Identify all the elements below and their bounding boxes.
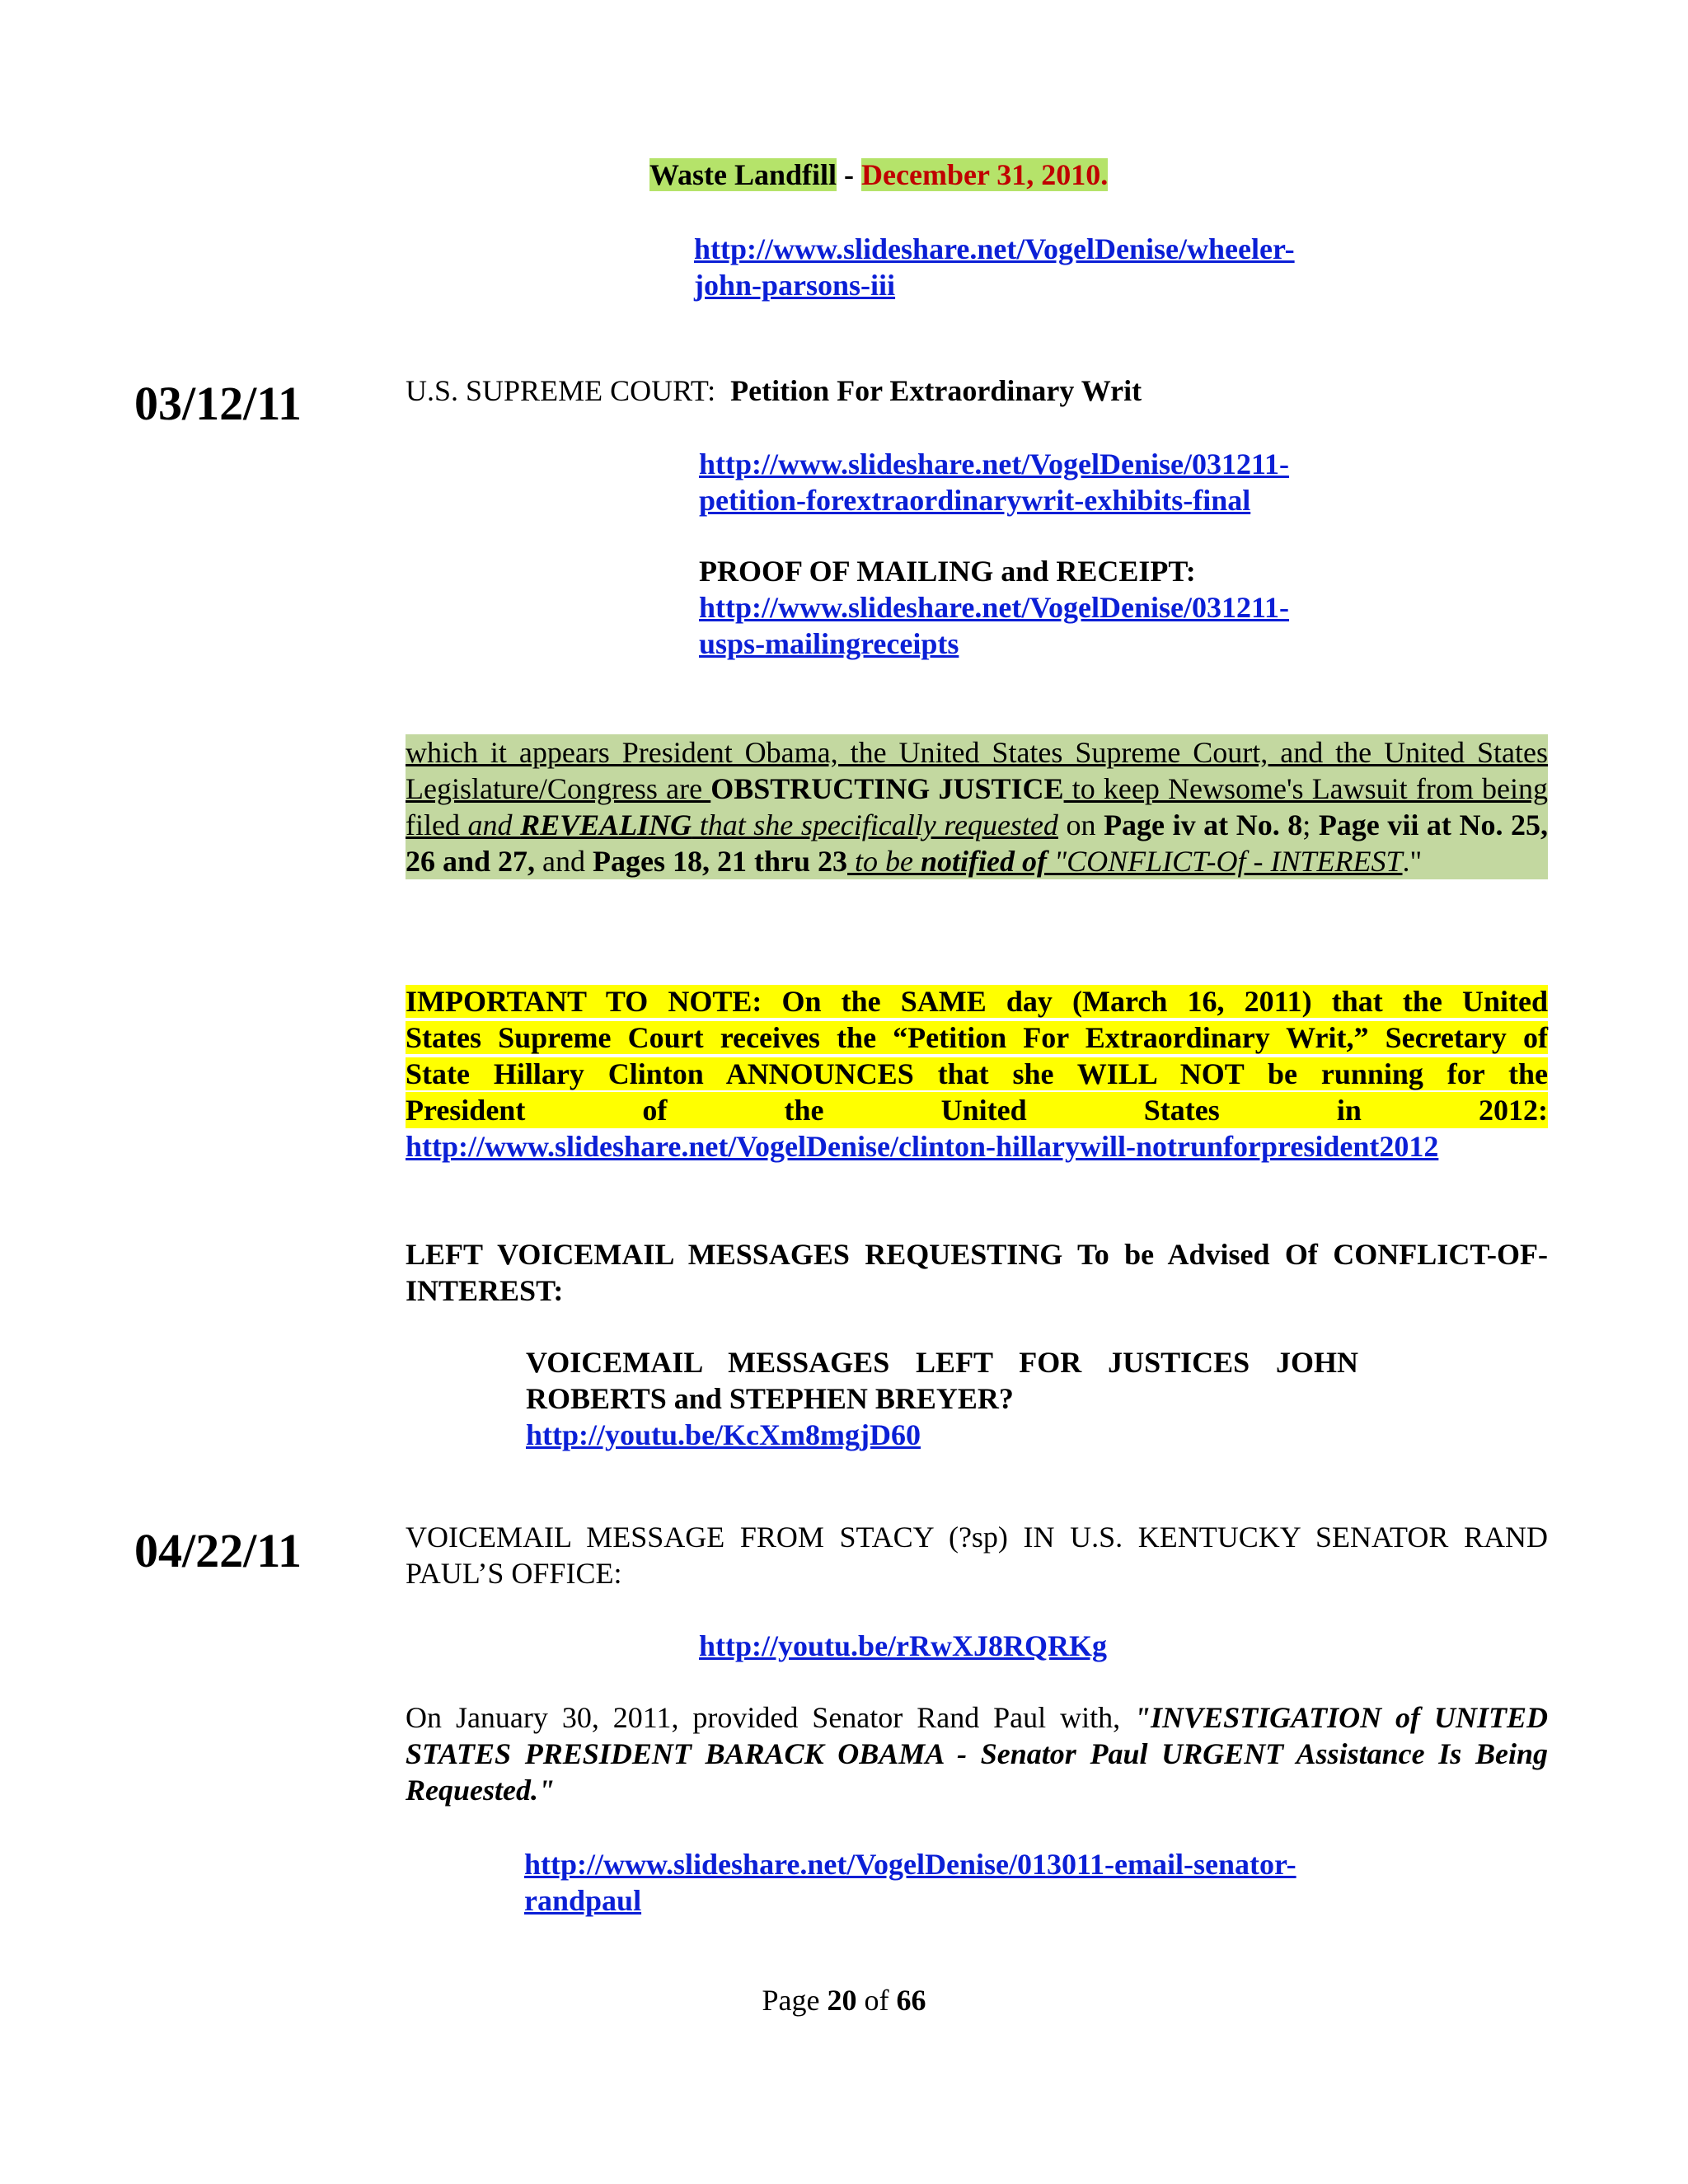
petition-link-line2[interactable]: petition-forextraordinarywrit-exhibits-final [699,484,1251,517]
page-footer [0,1982,1688,2018]
wheeler-link-line1[interactable]: http://www.slideshare.net/VogelDenise/wheeler- [694,232,1295,265]
quote-part: REVEALING [520,808,692,841]
wheeler-link-block [694,231,1295,303]
important-line [406,1019,1548,1056]
email-link-line2[interactable]: randpaul [524,1884,642,1917]
voicemail-sub-block [526,1344,1358,1453]
important-line [406,983,1548,1019]
quote-part: to be [847,845,921,878]
voicemail-sub-line1: VOICEMAIL MESSAGES LEFT FOR JUSTICES JOHN [526,1346,1358,1379]
quote-part: and [467,808,521,841]
supreme-court-line [406,373,1142,409]
voicemail-sub-line2: ROBERTS and STEPHEN BREYER? [526,1382,1014,1415]
quote-part: "CONFLICT-Of - INTEREST [1047,845,1403,878]
landfill-date: December 31, 2010. [861,158,1109,191]
quote-part: ." [1402,845,1423,878]
important-line [406,1056,1548,1092]
proof-block [699,553,1289,662]
wheeler-link-line2[interactable]: john-parsons-iii [694,269,896,302]
court-label: U.S. SUPREME COURT: [406,374,716,407]
page-word: Page [762,1984,828,2017]
page-number: 20 [827,1984,857,2017]
quote-part: Page vii at No. 25, 26 and 27, [406,808,1548,878]
stacy-voicemail-text: VOICEMAIL MESSAGE FROM STACY (?sp) IN U.S. KENTUCKY SENATOR RAND PAUL’S OFFICE: [406,1521,1548,1590]
petition-link-block [699,446,1289,518]
clinton-link[interactable]: http://www.slideshare.net/VogelDenise/clinton-hillarywill-notrunforpresident2012 [406,1130,1439,1163]
of-word: of [856,1984,897,2017]
quote-part: on [1057,808,1104,841]
important-text: States Supreme Court receives the “Petition For Extraordinary Writ,” Secretary of [406,1021,1548,1054]
quote-part: Page iv at No. 8 [1104,808,1303,841]
landfill-line [649,157,1108,193]
important-line [406,1092,1548,1128]
quote-part: and [535,845,593,878]
provided-prefix: On January 30, 2011, provided Senator Rand Paul with, [406,1701,1135,1734]
important-text: President of the United States in 2012: [406,1094,1548,1127]
email-link-line1[interactable]: http://www.slideshare.net/VogelDenise/013011-email-senator- [524,1848,1296,1881]
important-text: IMPORTANT TO NOTE: On the SAME day (March 16, 2011) that the United [406,985,1548,1018]
quote-part: Pages 18, 21 thru 23 [593,845,848,878]
quote-part: notified of [921,845,1047,878]
entry-date-031211: 03/12/11 [134,377,302,430]
important-note [406,983,1548,1165]
page-total: 66 [896,1984,926,2017]
separator: - [837,158,862,191]
court-title: Petition For Extraordinary Writ [730,374,1142,407]
landfill-label: Waste Landfill [649,158,837,191]
proof-link-line2[interactable]: usps-mailingreceipts [699,627,959,660]
provided-quote: "INVESTIGATION of UNITED STATES PRESIDENT BARACK OBAMA - Senator Paul URGENT Assistance Is Being Requested." [406,1701,1548,1807]
email-link-block [524,1846,1296,1919]
voicemail-heading: LEFT VOICEMAIL MESSAGES REQUESTING To be Advised Of CONFLICT-OF-INTEREST: [406,1238,1548,1307]
youtube-link-2[interactable]: http://youtu.be/rRwXJ8RQRKg [699,1629,1108,1662]
proof-heading: PROOF OF MAILING and RECEIPT: [699,555,1196,588]
petition-link-line1[interactable]: http://www.slideshare.net/VogelDenise/031211- [699,448,1290,480]
quote-part: ; [1302,808,1319,841]
proof-link-line1[interactable]: http://www.slideshare.net/VogelDenise/031211- [699,591,1290,624]
important-text: State Hillary Clinton ANNOUNCES that she WILL NOT be running for the [406,1057,1548,1090]
entry-date-042211: 04/22/11 [134,1524,302,1577]
youtube-link-1[interactable]: http://youtu.be/KcXm8mgjD60 [526,1418,921,1451]
quote-part: to keep Newsome's Lawsuit from being filed [406,772,1548,841]
obstructing-justice-quote [406,734,1548,879]
rand-paul-provided [406,1699,1548,1808]
quote-part: that she specifically requested [692,808,1058,841]
quote-part: which it appears President Obama, the United States Supreme Court, and the United States Legislature/Congress are [406,736,1548,805]
quote-part: OBSTRUCTING JUSTICE [710,772,1064,805]
